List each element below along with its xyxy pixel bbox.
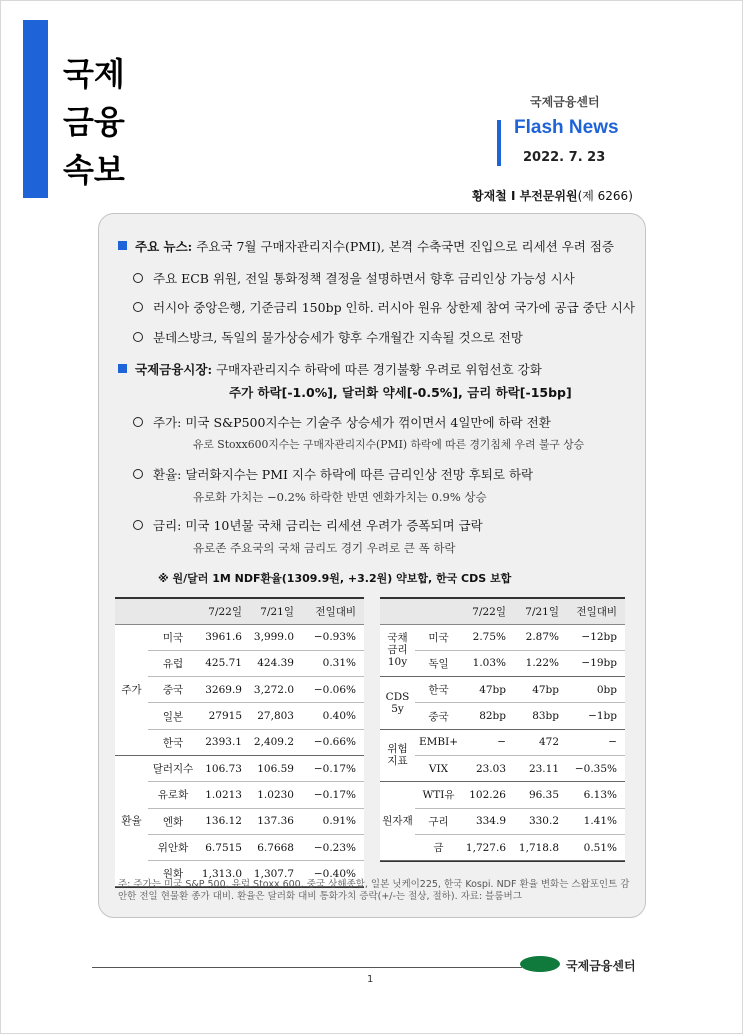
table-group-label: 주가 bbox=[115, 624, 148, 755]
table-cell: 106.59 bbox=[250, 755, 302, 781]
stock-text: 미국 S&P500지수는 기술주 상승세가 꺾이면서 4일만에 하락 전환 bbox=[185, 415, 551, 430]
table-cell: 83bp bbox=[514, 703, 567, 729]
table-cell: 1.41% bbox=[567, 808, 625, 834]
author-line bbox=[472, 187, 633, 204]
square-bullet-icon bbox=[118, 364, 127, 373]
table-cell: 3,272.0 bbox=[250, 677, 302, 703]
table-row bbox=[115, 703, 364, 729]
main-news-line bbox=[118, 237, 614, 255]
author-ext: (제 6266) bbox=[577, 189, 633, 203]
page-number: 1 bbox=[367, 974, 374, 985]
table-header-cell bbox=[148, 599, 198, 624]
table-row bbox=[115, 782, 364, 808]
table-cell: 47bp bbox=[462, 677, 514, 703]
table-cell: −0.23% bbox=[302, 834, 364, 860]
table-row-name: 유로화 bbox=[148, 782, 198, 808]
table-cell: 96.35 bbox=[514, 782, 567, 808]
table-row-name: 달러지수 bbox=[148, 755, 198, 781]
report-date: 2022. 7. 23 bbox=[523, 150, 606, 165]
table-row bbox=[115, 624, 364, 650]
table-cell: 1,718.8 bbox=[514, 834, 567, 860]
table-cell: −19bp bbox=[567, 650, 625, 676]
title-accent-bar bbox=[23, 20, 48, 198]
rate-line bbox=[133, 516, 483, 534]
table-row-name: 독일 bbox=[415, 650, 462, 676]
table-cell: 23.03 bbox=[462, 755, 514, 781]
table-cell: − bbox=[462, 729, 514, 755]
circle-bullet-icon bbox=[133, 273, 143, 283]
table-row-name: 일본 bbox=[148, 703, 198, 729]
table-cell: 330.2 bbox=[514, 808, 567, 834]
main-news-head: 주요 뉴스: bbox=[135, 239, 193, 254]
table-row bbox=[115, 650, 364, 676]
table-row-name: 중국 bbox=[415, 703, 462, 729]
market-summary: 주가 하락[-1.0%], 달러화 약세[-0.5%], 금리 하락[-15bp] bbox=[229, 385, 572, 400]
circle-bullet-icon bbox=[133, 469, 143, 479]
table-header-row bbox=[380, 599, 625, 624]
news-bullet-2 bbox=[133, 298, 635, 316]
table-cell: 1.0230 bbox=[250, 782, 302, 808]
rate-text: 미국 10년물 국채 금리는 리세션 우려가 증폭되며 급락 bbox=[185, 518, 483, 533]
news-bullet-text: 주요 ECB 위원, 전일 통화정책 결정을 설명하면서 향후 금리인상 가능성 시사 bbox=[153, 271, 575, 286]
main-news-text: 주요국 7월 구매자관리지수(PMI), 본격 수축국면 진입으로 리세션 우려 점증 bbox=[196, 239, 614, 254]
table-row bbox=[380, 703, 625, 729]
table-cell: 23.11 bbox=[514, 755, 567, 781]
circle-bullet-icon bbox=[133, 520, 143, 530]
table-row-name: WTI유 bbox=[415, 782, 462, 808]
left-market-table bbox=[115, 597, 364, 888]
table-header-cell bbox=[380, 599, 415, 624]
author-name: 황재철 Ⅰ 부전문위원 bbox=[472, 189, 578, 203]
market-head: 국제금융시장: bbox=[135, 362, 213, 377]
table-cell: 1,307.7 bbox=[250, 861, 302, 887]
org-name: 국제금융센터 bbox=[530, 95, 600, 109]
market-line bbox=[118, 360, 542, 378]
table-row bbox=[380, 755, 625, 781]
table-cell: 0bp bbox=[567, 677, 625, 703]
circle-bullet-icon bbox=[133, 332, 143, 342]
circle-bullet-icon bbox=[133, 302, 143, 312]
table-row bbox=[380, 677, 625, 703]
table-row bbox=[380, 834, 625, 860]
table-cell: −0.06% bbox=[302, 677, 364, 703]
news-bullet-3 bbox=[133, 328, 523, 346]
table-cell: −0.17% bbox=[302, 755, 364, 781]
table-group-label: 위험 지표 bbox=[380, 729, 415, 782]
table-header-cell: 전일대비 bbox=[302, 599, 364, 624]
table-row-name: VIX bbox=[415, 755, 462, 781]
table-row-name: 구리 bbox=[415, 808, 462, 834]
footer-rule bbox=[92, 967, 522, 968]
header-accent-bar bbox=[497, 120, 501, 166]
table-cell: 0.40% bbox=[302, 703, 364, 729]
table-cell: 27,803 bbox=[250, 703, 302, 729]
right-market-table bbox=[380, 597, 625, 862]
table-row bbox=[115, 677, 364, 703]
table-cell: −0.66% bbox=[302, 729, 364, 755]
square-bullet-icon bbox=[118, 241, 127, 250]
table-cell: 472 bbox=[514, 729, 567, 755]
table-cell: 334.9 bbox=[462, 808, 514, 834]
rate-head: 금리: bbox=[153, 518, 182, 533]
table-cell: 2,409.2 bbox=[250, 729, 302, 755]
table-cell: 2.87% bbox=[514, 624, 567, 650]
fx-sub: 유로화 가치는 −0.2% 하락한 반면 엔화가치는 0.9% 상승 bbox=[193, 490, 487, 504]
table-group-label: 환율 bbox=[115, 755, 148, 886]
table-header-cell bbox=[115, 599, 148, 624]
table-row bbox=[115, 834, 364, 860]
table-row-name: 한국 bbox=[415, 677, 462, 703]
market-text: 구매자관리지수 하락에 따른 경기불황 우려로 위험선호 강화 bbox=[216, 362, 542, 377]
table-cell: 1,727.6 bbox=[462, 834, 514, 860]
table-cell: 2393.1 bbox=[198, 729, 250, 755]
news-bullet-text: 분데스방크, 독일의 물가상승세가 향후 수개월간 지속될 것으로 전망 bbox=[153, 330, 523, 345]
table-row-name: 금 bbox=[415, 834, 462, 860]
title-line-3: 속보 bbox=[63, 151, 125, 189]
table-header-cell: 7/21일 bbox=[514, 599, 567, 624]
table-cell: 137.36 bbox=[250, 808, 302, 834]
table-header-cell bbox=[415, 599, 462, 624]
table-cell: 1,313.0 bbox=[198, 861, 250, 887]
kcif-logo-icon bbox=[520, 956, 560, 972]
table-row bbox=[380, 808, 625, 834]
table-row-name: 미국 bbox=[148, 624, 198, 650]
table-cell: −0.17% bbox=[302, 782, 364, 808]
table-header-row bbox=[115, 599, 364, 624]
table-cell: −12bp bbox=[567, 624, 625, 650]
table-row-name: EMBI+ bbox=[415, 729, 462, 755]
title-line-1: 국제 bbox=[63, 55, 125, 93]
circle-bullet-icon bbox=[133, 417, 143, 427]
left-table bbox=[115, 599, 364, 887]
footer-logo-text: 국제금융센터 bbox=[566, 959, 636, 973]
table-cell: 102.26 bbox=[462, 782, 514, 808]
table-cell: 3961.6 bbox=[198, 624, 250, 650]
table-cell: 1.03% bbox=[462, 650, 514, 676]
table-cell: 1.0213 bbox=[198, 782, 250, 808]
rate-sub: 유로존 주요국의 국채 금리도 경기 우려로 큰 폭 하락 bbox=[193, 541, 456, 555]
table-cell: 0.51% bbox=[567, 834, 625, 860]
table-cell: − bbox=[567, 729, 625, 755]
table-cell: 27915 bbox=[198, 703, 250, 729]
table-cell: 136.12 bbox=[198, 808, 250, 834]
ndf-note: ※ 원/달러 1M NDF환율(1309.9원, +3.2원) 약보합, 한국 CDS 보합 bbox=[158, 572, 512, 585]
table-cell: 425.71 bbox=[198, 650, 250, 676]
table-header-cell: 7/21일 bbox=[250, 599, 302, 624]
table-group-label: 원자재 bbox=[380, 782, 415, 861]
table-row bbox=[380, 624, 625, 650]
title-line-2: 금융 bbox=[63, 103, 125, 141]
table-cell: 6.13% bbox=[567, 782, 625, 808]
table-row-name: 한국 bbox=[148, 729, 198, 755]
table-row-name: 중국 bbox=[148, 677, 198, 703]
table-row bbox=[115, 755, 364, 781]
flash-news-label: Flash News bbox=[514, 117, 619, 138]
table-cell: 6.7515 bbox=[198, 834, 250, 860]
table-header-cell: 7/22일 bbox=[462, 599, 514, 624]
news-bullet-text: 러시아 중앙은행, 기준금리 150bp 인하. 러시아 원유 상한제 참여 국가에 공급 중단 시사 bbox=[153, 300, 635, 315]
table-row bbox=[380, 729, 625, 755]
table-cell: −0.35% bbox=[567, 755, 625, 781]
table-group-label: 국채 금리 10y bbox=[380, 624, 415, 677]
table-footnote: 주: 주가는 미국 S&P 500, 유럽 Stoxx 600, 중국 상해종합, 일본 닛케이225, 한국 Kospi. NDF 환율 변화는 스왑포인트 감안한 전일 현물환 종가 대비. 환율은 달러화 대비 통화가치 증락(+/-는 절상, 절하). 자료: 블룸버그 bbox=[118, 879, 630, 902]
table-cell: −0.93% bbox=[302, 624, 364, 650]
table-group-label: CDS 5y bbox=[380, 677, 415, 730]
table-header-cell: 전일대비 bbox=[567, 599, 625, 624]
stock-head: 주가: bbox=[153, 415, 182, 430]
table-row-name: 미국 bbox=[415, 624, 462, 650]
table-cell: 1.22% bbox=[514, 650, 567, 676]
table-cell: 3,999.0 bbox=[250, 624, 302, 650]
stock-line bbox=[133, 413, 551, 431]
table-cell: 0.91% bbox=[302, 808, 364, 834]
stock-sub: 유로 Stoxx600지수는 구매자관리지수(PMI) 하락에 따른 경기침체 우려 불구 상승 bbox=[193, 438, 585, 451]
table-cell: −1bp bbox=[567, 703, 625, 729]
table-row-name: 엔화 bbox=[148, 808, 198, 834]
table-row bbox=[380, 782, 625, 808]
table-cell: −0.40% bbox=[302, 861, 364, 887]
table-row bbox=[115, 808, 364, 834]
table-cell: 3269.9 bbox=[198, 677, 250, 703]
table-cell: 0.31% bbox=[302, 650, 364, 676]
table-cell: 2.75% bbox=[462, 624, 514, 650]
fx-text: 달러화지수는 PMI 지수 하락에 따른 금리인상 전망 후퇴로 하락 bbox=[185, 467, 534, 482]
table-row bbox=[115, 729, 364, 755]
table-header-cell: 7/22일 bbox=[198, 599, 250, 624]
table-row-name: 원화 bbox=[148, 861, 198, 887]
table-cell: 424.39 bbox=[250, 650, 302, 676]
fx-line bbox=[133, 465, 533, 483]
report-title bbox=[63, 50, 125, 194]
table-cell: 106.73 bbox=[198, 755, 250, 781]
news-bullet-1 bbox=[133, 269, 575, 287]
table-row-name: 유럽 bbox=[148, 650, 198, 676]
table-cell: 47bp bbox=[514, 677, 567, 703]
fx-head: 환율: bbox=[153, 467, 182, 482]
table-row-name: 위안화 bbox=[148, 834, 198, 860]
table-cell: 6.7668 bbox=[250, 834, 302, 860]
table-row bbox=[380, 650, 625, 676]
right-table bbox=[380, 599, 625, 861]
table-cell: 82bp bbox=[462, 703, 514, 729]
